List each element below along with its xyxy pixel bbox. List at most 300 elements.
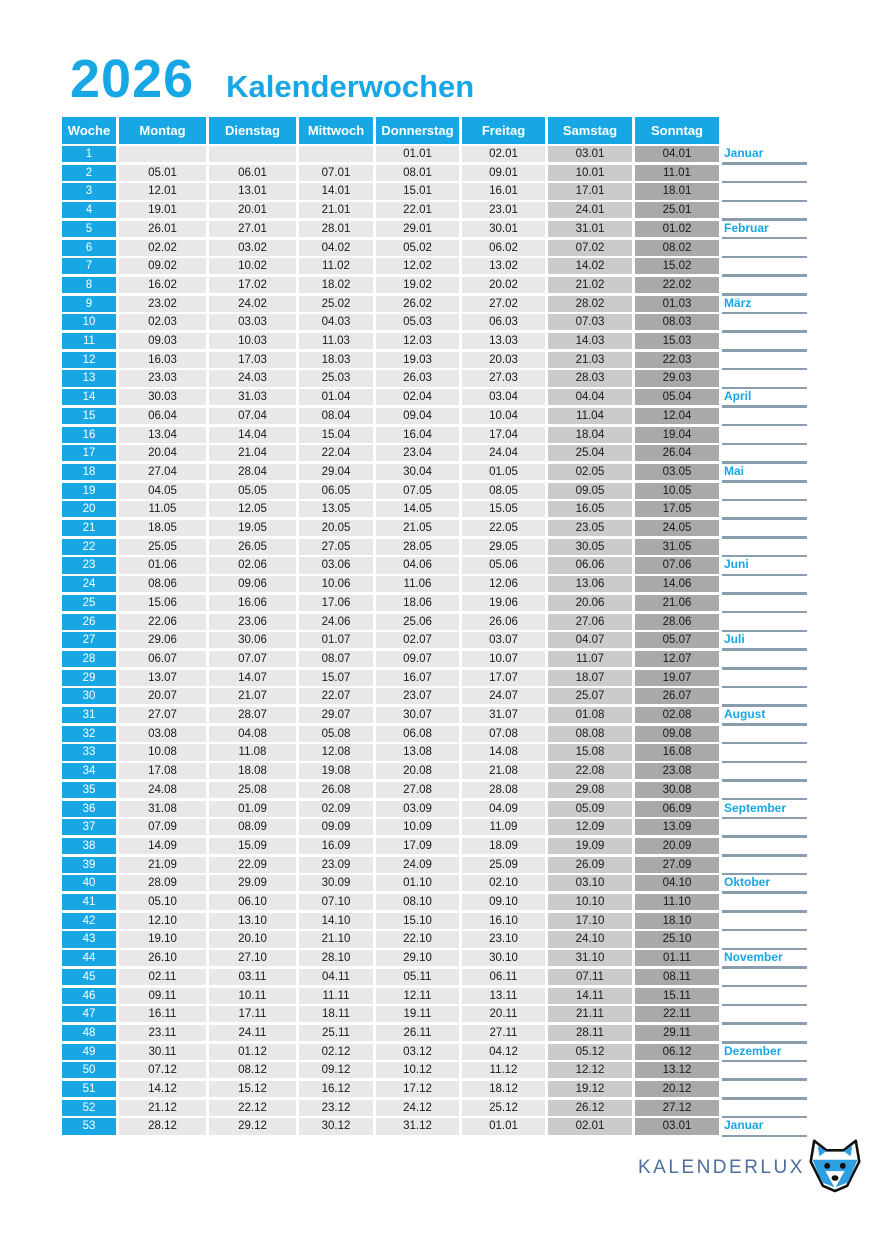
week-number-cell: 31 [62, 707, 116, 723]
week-number-cell: 19 [62, 483, 116, 499]
week-row [62, 408, 822, 424]
date-cell [299, 146, 373, 162]
date-cell: 05.03 [376, 314, 459, 330]
date-cell: 21.05 [376, 520, 459, 536]
week-number-cell: 36 [62, 801, 116, 817]
date-cell: 12.09 [548, 819, 632, 835]
date-cell: 28.10 [299, 950, 373, 966]
date-cell: 21.12 [119, 1100, 206, 1116]
week-number-cell: 53 [62, 1118, 116, 1134]
week-number-cell: 20 [62, 501, 116, 517]
column-header-sonntag: Sonntag [635, 117, 719, 144]
date-cell: 03.01 [548, 146, 632, 162]
week-row [62, 1025, 822, 1041]
date-cell: 09.11 [119, 988, 206, 1004]
page-title-year: 2026 [70, 49, 195, 109]
date-cell: 15.10 [376, 913, 459, 929]
date-cell: 09.12 [299, 1062, 373, 1078]
date-cell: 26.02 [376, 296, 459, 312]
date-cell: 23.07 [376, 688, 459, 704]
week-number-cell: 14 [62, 389, 116, 405]
date-cell: 11.10 [635, 894, 719, 910]
date-cell: 02.05 [548, 464, 632, 480]
column-header-samstag: Samstag [548, 117, 632, 144]
date-cell: 05.08 [299, 726, 373, 742]
date-cell: 20.09 [635, 838, 719, 854]
date-cell: 25.12 [462, 1100, 545, 1116]
date-cell: 29.11 [635, 1025, 719, 1041]
column-header-montag: Montag [119, 117, 206, 144]
date-cell: 13.10 [209, 913, 296, 929]
date-cell: 09.01 [462, 165, 545, 181]
date-cell: 12.06 [462, 576, 545, 592]
date-cell: 09.03 [119, 333, 206, 349]
month-label: Januar [724, 146, 764, 160]
date-cell: 02.01 [462, 146, 545, 162]
date-cell: 14.07 [209, 670, 296, 686]
date-cell: 04.09 [462, 801, 545, 817]
date-cell: 26.11 [376, 1025, 459, 1041]
date-cell: 23.12 [299, 1100, 373, 1116]
date-cell: 03.05 [635, 464, 719, 480]
week-row [62, 183, 822, 199]
month-label: August [724, 707, 766, 721]
date-cell: 22.12 [209, 1100, 296, 1116]
date-cell: 10.02 [209, 258, 296, 274]
date-cell: 26.04 [635, 445, 719, 461]
date-cell: 07.02 [548, 240, 632, 256]
date-cell: 26.05 [209, 539, 296, 555]
date-cell: 25.10 [635, 931, 719, 947]
date-cell: 11.11 [299, 988, 373, 1004]
date-cell: 29.03 [635, 370, 719, 386]
week-row [62, 950, 822, 966]
date-cell: 25.11 [299, 1025, 373, 1041]
date-cell: 23.10 [462, 931, 545, 947]
date-cell: 24.04 [462, 445, 545, 461]
date-cell: 11.03 [299, 333, 373, 349]
date-cell: 30.08 [635, 782, 719, 798]
date-cell: 11.04 [548, 408, 632, 424]
date-cell: 02.02 [119, 240, 206, 256]
date-cell: 07.07 [209, 651, 296, 667]
date-cell: 02.08 [635, 707, 719, 723]
week-number-cell: 49 [62, 1044, 116, 1060]
date-cell: 27.03 [462, 370, 545, 386]
date-cell: 01.03 [635, 296, 719, 312]
date-cell: 04.08 [209, 726, 296, 742]
date-cell: 20.03 [462, 352, 545, 368]
week-row [62, 819, 822, 835]
date-cell: 24.12 [376, 1100, 459, 1116]
week-number-cell: 23 [62, 557, 116, 573]
date-cell: 29.01 [376, 221, 459, 237]
week-number-cell: 4 [62, 202, 116, 218]
date-cell: 09.07 [376, 651, 459, 667]
date-cell: 05.05 [209, 483, 296, 499]
week-row [62, 445, 822, 461]
date-cell: 24.06 [299, 614, 373, 630]
date-cell: 08.05 [462, 483, 545, 499]
date-cell: 30.07 [376, 707, 459, 723]
date-cell: 08.07 [299, 651, 373, 667]
week-number-cell: 25 [62, 595, 116, 611]
date-cell: 04.04 [548, 389, 632, 405]
column-header-mittwoch: Mittwoch [299, 117, 373, 144]
date-cell: 22.11 [635, 1006, 719, 1022]
date-cell: 09.04 [376, 408, 459, 424]
date-cell: 01.11 [635, 950, 719, 966]
date-cell: 02.01 [548, 1118, 632, 1134]
date-cell: 14.06 [635, 576, 719, 592]
date-cell: 14.10 [299, 913, 373, 929]
week-row [62, 857, 822, 873]
date-cell: 25.06 [376, 614, 459, 630]
date-cell: 06.06 [548, 557, 632, 573]
week-number-cell: 16 [62, 427, 116, 443]
date-cell: 31.10 [548, 950, 632, 966]
date-cell: 19.04 [635, 427, 719, 443]
week-number-cell: 8 [62, 277, 116, 293]
date-cell: 13.12 [635, 1062, 719, 1078]
date-cell: 30.10 [462, 950, 545, 966]
date-cell: 04.11 [299, 969, 373, 985]
date-cell: 22.08 [548, 763, 632, 779]
date-cell [119, 146, 206, 162]
date-cell: 06.08 [376, 726, 459, 742]
week-row [62, 240, 822, 256]
date-cell: 01.04 [299, 389, 373, 405]
date-cell: 28.07 [209, 707, 296, 723]
date-cell: 05.10 [119, 894, 206, 910]
date-cell: 13.07 [119, 670, 206, 686]
date-cell: 17.09 [376, 838, 459, 854]
date-cell: 26.12 [548, 1100, 632, 1116]
date-cell: 23.02 [119, 296, 206, 312]
month-label: Mai [724, 463, 745, 478]
date-cell: 17.01 [548, 183, 632, 199]
date-cell: 08.03 [635, 314, 719, 330]
date-cell: 07.03 [548, 314, 632, 330]
date-cell: 21.03 [548, 352, 632, 368]
date-cell: 11.09 [462, 819, 545, 835]
week-row [62, 1062, 822, 1078]
date-cell: 20.12 [635, 1081, 719, 1097]
week-number-cell: 6 [62, 240, 116, 256]
date-cell: 11.06 [376, 576, 459, 592]
date-cell: 14.01 [299, 183, 373, 199]
week-row [62, 969, 822, 985]
date-cell: 18.04 [548, 427, 632, 443]
date-cell: 23.09 [299, 857, 373, 873]
date-cell: 23.04 [376, 445, 459, 461]
date-cell: 19.06 [462, 595, 545, 611]
date-cell: 16.07 [376, 670, 459, 686]
date-cell: 12.08 [299, 744, 373, 760]
date-cell: 18.06 [376, 595, 459, 611]
date-cell: 18.01 [635, 183, 719, 199]
date-cell: 03.06 [299, 557, 373, 573]
date-cell: 16.04 [376, 427, 459, 443]
date-cell: 25.03 [299, 370, 373, 386]
date-cell: 15.12 [209, 1081, 296, 1097]
week-row [62, 744, 822, 760]
date-cell: 05.06 [462, 557, 545, 573]
week-number-cell: 41 [62, 894, 116, 910]
date-cell: 02.04 [376, 389, 459, 405]
date-cell: 19.09 [548, 838, 632, 854]
week-number-cell: 9 [62, 296, 116, 312]
date-cell: 06.11 [462, 969, 545, 985]
date-cell: 03.12 [376, 1044, 459, 1060]
week-number-cell: 38 [62, 838, 116, 854]
date-cell: 09.05 [548, 483, 632, 499]
month-label: Juni [724, 557, 749, 572]
date-cell: 27.04 [119, 464, 206, 480]
date-cell: 20.07 [119, 688, 206, 704]
week-number-cell: 26 [62, 614, 116, 630]
week-number-cell: 48 [62, 1025, 116, 1041]
week-number-cell: 18 [62, 464, 116, 480]
week-row [62, 875, 822, 891]
date-cell: 19.05 [209, 520, 296, 536]
month-label: Dezember [724, 1043, 782, 1058]
date-cell: 04.01 [635, 146, 719, 162]
date-cell: 08.11 [635, 969, 719, 985]
date-cell: 07.10 [299, 894, 373, 910]
date-cell: 10.11 [209, 988, 296, 1004]
date-cell: 19.08 [299, 763, 373, 779]
week-row [62, 632, 822, 648]
date-cell: 27.09 [635, 857, 719, 873]
week-number-cell: 52 [62, 1100, 116, 1116]
date-cell: 19.10 [119, 931, 206, 947]
table-header-row [62, 117, 822, 144]
date-cell: 29.08 [548, 782, 632, 798]
week-number-cell: 12 [62, 352, 116, 368]
week-row [62, 838, 822, 854]
date-cell: 24.01 [548, 202, 632, 218]
date-cell: 01.10 [376, 875, 459, 891]
date-cell: 29.09 [209, 875, 296, 891]
date-cell: 22.02 [635, 277, 719, 293]
date-cell: 18.08 [209, 763, 296, 779]
week-row [62, 1100, 822, 1116]
date-cell: 25.05 [119, 539, 206, 555]
date-cell: 10.03 [209, 333, 296, 349]
date-cell: 15.06 [119, 595, 206, 611]
date-cell: 27.01 [209, 221, 296, 237]
date-cell: 15.04 [299, 427, 373, 443]
date-cell: 05.11 [376, 969, 459, 985]
date-cell: 05.01 [119, 165, 206, 181]
date-cell: 05.12 [548, 1044, 632, 1060]
date-cell: 27.08 [376, 782, 459, 798]
date-cell: 15.02 [635, 258, 719, 274]
date-cell: 28.01 [299, 221, 373, 237]
date-cell: 10.08 [119, 744, 206, 760]
date-cell: 02.10 [462, 875, 545, 891]
date-cell: 17.06 [299, 595, 373, 611]
date-cell: 26.01 [119, 221, 206, 237]
date-cell: 10.09 [376, 819, 459, 835]
date-cell: 01.02 [635, 221, 719, 237]
date-cell: 14.08 [462, 744, 545, 760]
week-number-cell: 44 [62, 950, 116, 966]
date-cell: 14.04 [209, 427, 296, 443]
date-cell: 16.01 [462, 183, 545, 199]
date-cell: 20.08 [376, 763, 459, 779]
date-cell: 17.07 [462, 670, 545, 686]
date-cell: 18.09 [462, 838, 545, 854]
date-cell: 27.05 [299, 539, 373, 555]
date-cell: 18.10 [635, 913, 719, 929]
week-number-cell: 15 [62, 408, 116, 424]
date-cell: 13.04 [119, 427, 206, 443]
date-cell: 22.10 [376, 931, 459, 947]
date-cell: 22.04 [299, 445, 373, 461]
week-row [62, 913, 822, 929]
week-row [62, 801, 822, 817]
date-cell: 26.09 [548, 857, 632, 873]
week-row [62, 258, 822, 274]
date-cell: 25.04 [548, 445, 632, 461]
date-cell: 17.02 [209, 277, 296, 293]
date-cell [209, 146, 296, 162]
date-cell: 28.12 [119, 1118, 206, 1134]
date-cell: 01.09 [209, 801, 296, 817]
week-row [62, 670, 822, 686]
date-cell: 05.09 [548, 801, 632, 817]
date-cell: 06.03 [462, 314, 545, 330]
column-header-woche: Woche [62, 117, 116, 144]
week-row [62, 595, 822, 611]
page-title [70, 48, 474, 110]
date-cell: 25.09 [462, 857, 545, 873]
week-number-cell: 30 [62, 688, 116, 704]
week-row [62, 333, 822, 349]
date-cell: 06.07 [119, 651, 206, 667]
date-cell: 13.09 [635, 819, 719, 835]
date-cell: 09.06 [209, 576, 296, 592]
date-cell: 10.10 [548, 894, 632, 910]
week-number-cell: 5 [62, 221, 116, 237]
date-cell: 16.05 [548, 501, 632, 517]
date-cell: 21.07 [209, 688, 296, 704]
week-number-cell: 24 [62, 576, 116, 592]
date-cell: 23.01 [462, 202, 545, 218]
date-cell: 27.02 [462, 296, 545, 312]
date-cell: 20.05 [299, 520, 373, 536]
date-cell: 29.07 [299, 707, 373, 723]
date-cell: 06.04 [119, 408, 206, 424]
week-number-cell: 1 [62, 146, 116, 162]
date-cell: 12.04 [635, 408, 719, 424]
date-cell: 04.10 [635, 875, 719, 891]
date-cell: 21.11 [548, 1006, 632, 1022]
date-cell: 23.11 [119, 1025, 206, 1041]
week-number-cell: 29 [62, 670, 116, 686]
date-cell: 21.09 [119, 857, 206, 873]
date-cell: 27.12 [635, 1100, 719, 1116]
date-cell: 10.07 [462, 651, 545, 667]
date-cell: 28.09 [119, 875, 206, 891]
date-cell: 20.06 [548, 595, 632, 611]
date-cell: 15.03 [635, 333, 719, 349]
date-cell: 16.02 [119, 277, 206, 293]
date-cell: 09.10 [462, 894, 545, 910]
week-row [62, 1081, 822, 1097]
month-label: März [724, 295, 752, 310]
date-cell: 06.09 [635, 801, 719, 817]
week-number-cell: 34 [62, 763, 116, 779]
date-cell: 21.04 [209, 445, 296, 461]
date-cell: 07.06 [635, 557, 719, 573]
week-row [62, 576, 822, 592]
date-cell: 13.03 [462, 333, 545, 349]
date-cell: 06.02 [462, 240, 545, 256]
date-cell: 18.07 [548, 670, 632, 686]
date-cell: 11.07 [548, 651, 632, 667]
date-cell: 01.05 [462, 464, 545, 480]
week-number-cell: 21 [62, 520, 116, 536]
date-cell: 24.10 [548, 931, 632, 947]
date-cell: 07.11 [548, 969, 632, 985]
date-cell: 01.08 [548, 707, 632, 723]
calendar-week-table [62, 117, 822, 1133]
date-cell: 30.04 [376, 464, 459, 480]
date-cell: 31.05 [635, 539, 719, 555]
week-row [62, 707, 822, 723]
date-cell: 04.02 [299, 240, 373, 256]
date-cell: 16.08 [635, 744, 719, 760]
date-cell: 01.01 [376, 146, 459, 162]
fox-icon [809, 1137, 861, 1193]
week-row [62, 146, 822, 162]
week-number-cell: 27 [62, 632, 116, 648]
date-cell: 11.01 [635, 165, 719, 181]
date-cell: 24.02 [209, 296, 296, 312]
date-cell: 05.02 [376, 240, 459, 256]
week-number-cell: 7 [62, 258, 116, 274]
date-cell: 10.06 [299, 576, 373, 592]
week-number-cell: 47 [62, 1006, 116, 1022]
date-cell: 29.06 [119, 632, 206, 648]
week-number-cell: 22 [62, 539, 116, 555]
date-cell: 31.12 [376, 1118, 459, 1134]
week-row [62, 464, 822, 480]
date-cell: 12.01 [119, 183, 206, 199]
week-row [62, 763, 822, 779]
week-row [62, 1006, 822, 1022]
month-label: April [724, 389, 752, 404]
week-row [62, 782, 822, 798]
date-cell: 31.08 [119, 801, 206, 817]
date-cell: 28.11 [548, 1025, 632, 1041]
brand-logo [638, 1130, 818, 1190]
date-cell: 24.08 [119, 782, 206, 798]
date-cell: 02.09 [299, 801, 373, 817]
date-cell: 19.07 [635, 670, 719, 686]
week-number-cell: 37 [62, 819, 116, 835]
date-cell: 20.04 [119, 445, 206, 461]
week-row [62, 894, 822, 910]
date-cell: 12.03 [376, 333, 459, 349]
column-header-donnerstag: Donnerstag [376, 117, 459, 144]
date-cell: 01.07 [299, 632, 373, 648]
date-cell: 02.03 [119, 314, 206, 330]
date-cell: 20.11 [462, 1006, 545, 1022]
